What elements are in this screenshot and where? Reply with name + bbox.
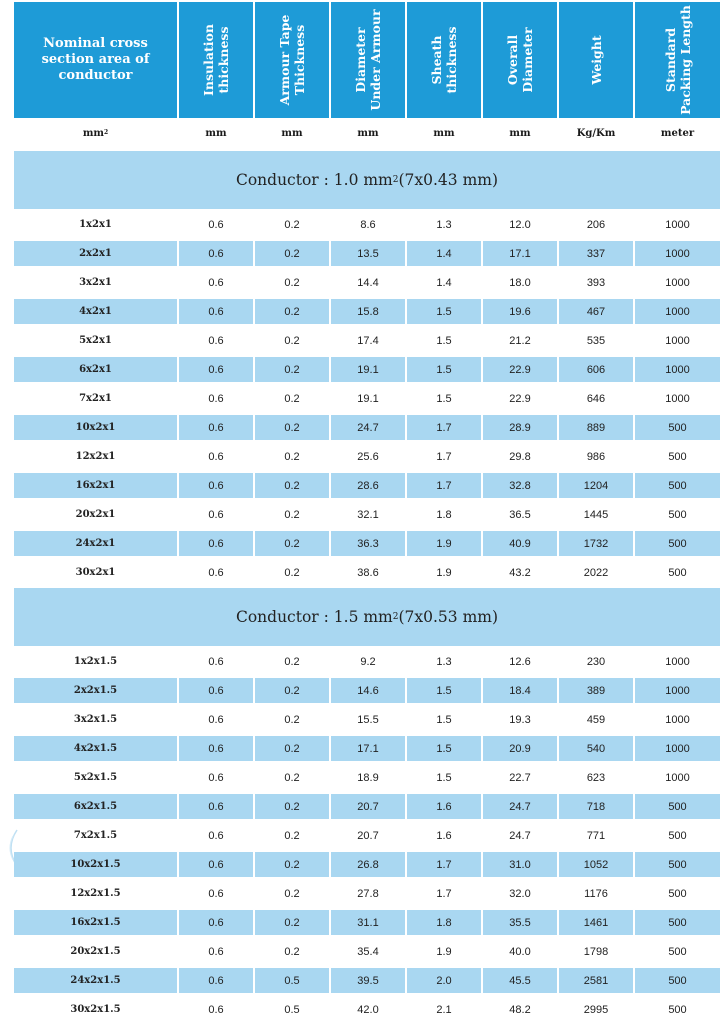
armour-tape-thickness: 0.2 <box>255 794 329 819</box>
packing-length: 1000 <box>635 241 720 266</box>
overall-diameter: 18.4 <box>483 678 557 703</box>
diameter-under-armour: 14.6 <box>331 678 405 703</box>
weight: 540 <box>559 736 633 761</box>
packing-length: 1000 <box>665 771 690 784</box>
armour-tape-thickness: 0.2 <box>255 852 329 877</box>
header-nominal-cross-section: Nominal cross section area of conductor <box>14 2 177 118</box>
armour-tape-thickness: 0.2 <box>284 713 300 726</box>
header-standard-packing-length <box>635 2 720 118</box>
cable-code: 1x2x1.5 <box>73 656 118 667</box>
insulation-thickness: 0.6 <box>208 887 224 900</box>
cable-code: 5x2x1 <box>79 335 112 346</box>
header-armour-tape-thickness-label: Armour Tape Thickness <box>277 14 307 106</box>
unit-label: meter <box>660 127 695 139</box>
header-overall-diameter-label: Overall Diameter <box>505 27 535 93</box>
table-row <box>0 502 720 527</box>
sheath-thickness: 1.5 <box>407 357 481 382</box>
table-row <box>0 357 720 382</box>
cable-code: 2x2x1 <box>14 241 177 266</box>
insulation-thickness: 0.6 <box>179 473 253 498</box>
table-row <box>0 765 720 790</box>
header-weight-label: Weight <box>588 35 604 85</box>
weight: 986 <box>586 450 606 463</box>
sheath-thickness: 1.9 <box>407 531 481 556</box>
insulation-thickness: 0.6 <box>208 713 224 726</box>
weight: 2022 <box>583 566 609 579</box>
diameter-under-armour: 35.4 <box>357 945 379 958</box>
sheath-thickness: 1.6 <box>407 794 481 819</box>
packing-length: 1000 <box>665 276 690 289</box>
diameter-under-armour: 31.1 <box>331 910 405 935</box>
armour-tape-thickness: 0.2 <box>284 508 300 521</box>
header-standard-packing-length-label: Standard Packing Length <box>662 5 693 115</box>
armour-tape-thickness: 0.2 <box>284 771 300 784</box>
diameter-under-armour: 27.8 <box>357 887 379 900</box>
cable-code: 30x2x1.5 <box>70 1004 121 1015</box>
overall-diameter: 40.0 <box>509 945 531 958</box>
packing-length: 1000 <box>665 218 690 231</box>
unit-label: Kg/Km <box>576 127 616 139</box>
insulation-thickness: 0.6 <box>208 450 224 463</box>
armour-tape-thickness: 0.2 <box>255 736 329 761</box>
insulation-thickness: 0.6 <box>208 771 224 784</box>
diameter-under-armour: 32.1 <box>357 508 379 521</box>
sheath-thickness: 1.7 <box>407 415 481 440</box>
unit-label: mm <box>509 127 531 139</box>
table-row <box>0 968 720 993</box>
cable-code: 12x2x1.5 <box>70 888 121 899</box>
diameter-under-armour: 19.1 <box>331 357 405 382</box>
table-row <box>0 823 720 848</box>
cable-code: 2x2x1.5 <box>14 678 177 703</box>
diameter-under-armour: 15.8 <box>331 299 405 324</box>
overall-diameter: 22.9 <box>483 357 557 382</box>
armour-tape-thickness: 0.2 <box>255 678 329 703</box>
armour-tape-thickness: 0.2 <box>255 473 329 498</box>
weight: 230 <box>586 655 606 668</box>
weight: 389 <box>559 678 633 703</box>
diameter-under-armour: 28.6 <box>331 473 405 498</box>
weight: 2581 <box>559 968 633 993</box>
weight: 1798 <box>583 945 609 958</box>
table-row <box>0 997 720 1022</box>
sheath-thickness: 1.3 <box>436 655 452 668</box>
sheath-thickness: 1.5 <box>436 392 452 405</box>
packing-length: 1000 <box>635 678 720 703</box>
sheath-thickness: 1.7 <box>436 887 452 900</box>
armour-tape-thickness: 0.2 <box>284 392 300 405</box>
diameter-under-armour: 26.8 <box>331 852 405 877</box>
weight: 206 <box>586 218 606 231</box>
packing-length: 1000 <box>665 334 690 347</box>
armour-tape-thickness: 0.2 <box>284 450 300 463</box>
armour-tape-thickness: 0.2 <box>255 415 329 440</box>
armour-tape-thickness: 0.2 <box>284 655 300 668</box>
table-row <box>0 560 720 585</box>
cable-code: 10x2x1.5 <box>14 852 177 877</box>
sheath-thickness: 1.9 <box>436 566 452 579</box>
unit-label: mm 2 <box>82 127 109 139</box>
diameter-under-armour: 9.2 <box>360 655 376 668</box>
armour-tape-thickness: 0.2 <box>255 531 329 556</box>
cable-code: 24x2x1 <box>14 531 177 556</box>
diameter-under-armour: 15.5 <box>357 713 379 726</box>
diameter-under-armour: 18.9 <box>357 771 379 784</box>
sheath-thickness: 1.8 <box>407 910 481 935</box>
sheath-thickness: 1.5 <box>436 713 452 726</box>
header-diameter-under-armour-label: Diameter Under Armour <box>353 9 383 111</box>
sheath-thickness: 1.5 <box>407 678 481 703</box>
diameter-under-armour: 20.7 <box>331 794 405 819</box>
insulation-thickness: 0.6 <box>208 218 224 231</box>
insulation-thickness: 0.6 <box>208 276 224 289</box>
diameter-under-armour: 39.5 <box>331 968 405 993</box>
sheath-thickness: 1.4 <box>436 276 452 289</box>
header-sheath-thickness-label: Sheath thickness <box>429 26 459 94</box>
overall-diameter: 17.1 <box>483 241 557 266</box>
insulation-thickness: 0.6 <box>179 531 253 556</box>
diameter-under-armour: 25.6 <box>357 450 379 463</box>
cable-code: 20x2x1 <box>75 509 116 520</box>
armour-tape-thickness: 0.2 <box>255 357 329 382</box>
weight: 1461 <box>559 910 633 935</box>
cable-code: 4x2x1 <box>14 299 177 324</box>
table-row <box>0 649 720 674</box>
armour-tape-thickness: 0.2 <box>284 334 300 347</box>
sheath-thickness: 1.7 <box>407 852 481 877</box>
overall-diameter: 22.9 <box>509 392 531 405</box>
section-header: Conductor : 1.0 mm 2 (7x0.43 mm) <box>14 151 720 209</box>
armour-tape-thickness: 0.2 <box>284 276 300 289</box>
header-diameter-under-armour <box>331 2 405 118</box>
insulation-thickness: 0.6 <box>208 508 224 521</box>
packing-length: 1000 <box>635 299 720 324</box>
cable-code: 16x2x1 <box>14 473 177 498</box>
packing-length: 500 <box>668 829 687 842</box>
packing-length: 500 <box>635 794 720 819</box>
armour-tape-thickness: 0.5 <box>255 968 329 993</box>
table-row <box>0 328 720 353</box>
sheath-thickness: 2.0 <box>407 968 481 993</box>
weight: 1052 <box>559 852 633 877</box>
insulation-thickness: 0.6 <box>179 794 253 819</box>
section-header: Conductor : 1.5 mm 2 (7x0.53 mm) <box>14 588 720 646</box>
insulation-thickness: 0.6 <box>179 678 253 703</box>
armour-tape-thickness: 0.2 <box>255 299 329 324</box>
weight: 771 <box>586 829 606 842</box>
cable-code: 30x2x1 <box>75 567 116 578</box>
packing-length: 500 <box>668 566 687 579</box>
cable-code: 16x2x1.5 <box>14 910 177 935</box>
packing-length: 500 <box>635 531 720 556</box>
overall-diameter: 48.2 <box>509 1003 531 1016</box>
sheath-thickness: 1.9 <box>436 945 452 958</box>
table-row <box>0 415 720 440</box>
weight: 718 <box>559 794 633 819</box>
weight: 459 <box>586 713 606 726</box>
table-row <box>0 386 720 411</box>
insulation-thickness: 0.6 <box>208 945 224 958</box>
insulation-thickness: 0.6 <box>208 334 224 347</box>
unit-label: mm <box>281 127 303 139</box>
overall-diameter: 43.2 <box>509 566 531 579</box>
header-insulation-thickness <box>179 2 253 118</box>
diameter-under-armour: 13.5 <box>331 241 405 266</box>
cable-code: 4x2x1.5 <box>14 736 177 761</box>
insulation-thickness: 0.6 <box>179 968 253 993</box>
sheath-thickness: 1.4 <box>407 241 481 266</box>
overall-diameter: 45.5 <box>483 968 557 993</box>
diameter-under-armour: 8.6 <box>360 218 376 231</box>
armour-tape-thickness: 0.5 <box>284 1003 300 1016</box>
diameter-under-armour: 36.3 <box>331 531 405 556</box>
table-row <box>0 270 720 295</box>
table-row <box>0 444 720 469</box>
packing-length: 1000 <box>665 655 690 668</box>
table-row <box>0 939 720 964</box>
weight: 606 <box>559 357 633 382</box>
insulation-thickness: 0.6 <box>179 852 253 877</box>
packing-length: 1000 <box>665 392 690 405</box>
insulation-thickness: 0.6 <box>208 566 224 579</box>
sheath-thickness: 1.7 <box>407 473 481 498</box>
sheath-thickness: 1.5 <box>436 771 452 784</box>
diameter-under-armour: 17.4 <box>357 334 379 347</box>
table-row <box>0 241 720 266</box>
weight: 646 <box>586 392 606 405</box>
cable-code: 12x2x1 <box>75 451 116 462</box>
cable-code: 7x2x1.5 <box>73 830 118 841</box>
table-row <box>0 881 720 906</box>
cable-code: 3x2x1 <box>79 277 112 288</box>
overall-diameter: 32.8 <box>483 473 557 498</box>
insulation-thickness: 0.6 <box>179 299 253 324</box>
weight: 623 <box>586 771 606 784</box>
table-row <box>0 910 720 935</box>
packing-length: 500 <box>668 887 687 900</box>
packing-length: 1000 <box>665 713 690 726</box>
armour-tape-thickness: 0.2 <box>284 945 300 958</box>
overall-diameter: 32.0 <box>509 887 531 900</box>
overall-diameter: 40.9 <box>483 531 557 556</box>
insulation-thickness: 0.6 <box>179 415 253 440</box>
packing-length: 500 <box>635 415 720 440</box>
weight: 1445 <box>583 508 609 521</box>
table-row <box>0 212 720 237</box>
table-row <box>0 299 720 324</box>
header-weight <box>559 2 633 118</box>
table-row <box>0 473 720 498</box>
table-row <box>0 852 720 877</box>
weight: 1732 <box>559 531 633 556</box>
unit-label: mm <box>357 127 379 139</box>
diameter-under-armour: 19.1 <box>357 392 379 405</box>
table-row <box>0 531 720 556</box>
armour-tape-thickness: 0.2 <box>284 887 300 900</box>
overall-diameter: 20.9 <box>483 736 557 761</box>
insulation-thickness: 0.6 <box>179 357 253 382</box>
overall-diameter: 22.7 <box>509 771 531 784</box>
cable-code: 3x2x1.5 <box>73 714 118 725</box>
overall-diameter: 19.6 <box>483 299 557 324</box>
overall-diameter: 12.6 <box>509 655 531 668</box>
table-row <box>0 736 720 761</box>
weight: 1204 <box>559 473 633 498</box>
cable-code: 24x2x1.5 <box>14 968 177 993</box>
table-row <box>0 678 720 703</box>
cable-code: 10x2x1 <box>14 415 177 440</box>
diameter-under-armour: 38.6 <box>357 566 379 579</box>
packing-length: 1000 <box>635 357 720 382</box>
cable-code: 5x2x1.5 <box>73 772 118 783</box>
cable-code: 1x2x1 <box>79 219 112 230</box>
overall-diameter: 29.8 <box>509 450 531 463</box>
table-row <box>0 707 720 732</box>
cable-code: 6x2x1 <box>14 357 177 382</box>
cable-code: 7x2x1 <box>79 393 112 404</box>
sheath-thickness: 1.3 <box>436 218 452 231</box>
insulation-thickness: 0.6 <box>179 241 253 266</box>
unit-label: mm <box>205 127 227 139</box>
sheath-thickness: 1.7 <box>436 450 452 463</box>
table-row <box>0 794 720 819</box>
armour-tape-thickness: 0.2 <box>284 566 300 579</box>
armour-tape-thickness: 0.2 <box>255 241 329 266</box>
overall-diameter: 12.0 <box>509 218 531 231</box>
overall-diameter: 24.7 <box>483 794 557 819</box>
packing-length: 500 <box>635 852 720 877</box>
diameter-under-armour: 20.7 <box>357 829 379 842</box>
weight: 467 <box>559 299 633 324</box>
insulation-thickness: 0.6 <box>208 1003 224 1016</box>
insulation-thickness: 0.6 <box>208 655 224 668</box>
armour-tape-thickness: 0.2 <box>255 910 329 935</box>
cable-code: 20x2x1.5 <box>70 946 121 957</box>
armour-tape-thickness: 0.2 <box>284 218 300 231</box>
header-insulation-thickness-label: Insulation thickness <box>201 24 231 96</box>
packing-length: 500 <box>635 910 720 935</box>
sheath-thickness: 1.6 <box>436 829 452 842</box>
sheath-thickness: 1.5 <box>407 736 481 761</box>
diameter-under-armour: 42.0 <box>357 1003 379 1016</box>
diameter-under-armour: 17.1 <box>331 736 405 761</box>
header-sheath-thickness <box>407 2 481 118</box>
packing-length: 1000 <box>635 736 720 761</box>
insulation-thickness: 0.6 <box>179 910 253 935</box>
packing-length: 500 <box>635 473 720 498</box>
weight: 889 <box>559 415 633 440</box>
overall-diameter: 24.7 <box>509 829 531 842</box>
sheath-thickness: 2.1 <box>436 1003 452 1016</box>
packing-length: 500 <box>635 968 720 993</box>
overall-diameter: 21.2 <box>509 334 531 347</box>
weight: 2995 <box>583 1003 609 1016</box>
sheath-thickness: 1.5 <box>407 299 481 324</box>
insulation-thickness: 0.6 <box>208 829 224 842</box>
overall-diameter: 19.3 <box>509 713 531 726</box>
packing-length: 500 <box>668 945 687 958</box>
insulation-thickness: 0.6 <box>179 736 253 761</box>
diameter-under-armour: 24.7 <box>331 415 405 440</box>
sheath-thickness: 1.8 <box>436 508 452 521</box>
packing-length: 500 <box>668 1003 687 1016</box>
weight: 337 <box>559 241 633 266</box>
weight: 535 <box>586 334 606 347</box>
packing-length: 500 <box>668 450 687 463</box>
cable-code: 6x2x1.5 <box>14 794 177 819</box>
overall-diameter: 28.9 <box>483 415 557 440</box>
diameter-under-armour: 14.4 <box>357 276 379 289</box>
header-armour-tape-thickness <box>255 2 329 118</box>
weight: 393 <box>586 276 606 289</box>
overall-diameter: 31.0 <box>483 852 557 877</box>
overall-diameter: 18.0 <box>509 276 531 289</box>
armour-tape-thickness: 0.2 <box>284 829 300 842</box>
unit-label: mm <box>433 127 455 139</box>
insulation-thickness: 0.6 <box>208 392 224 405</box>
overall-diameter: 35.5 <box>483 910 557 935</box>
header-overall-diameter <box>483 2 557 118</box>
weight: 1176 <box>584 887 608 900</box>
overall-diameter: 36.5 <box>509 508 531 521</box>
sheath-thickness: 1.5 <box>436 334 452 347</box>
packing-length: 500 <box>668 508 687 521</box>
